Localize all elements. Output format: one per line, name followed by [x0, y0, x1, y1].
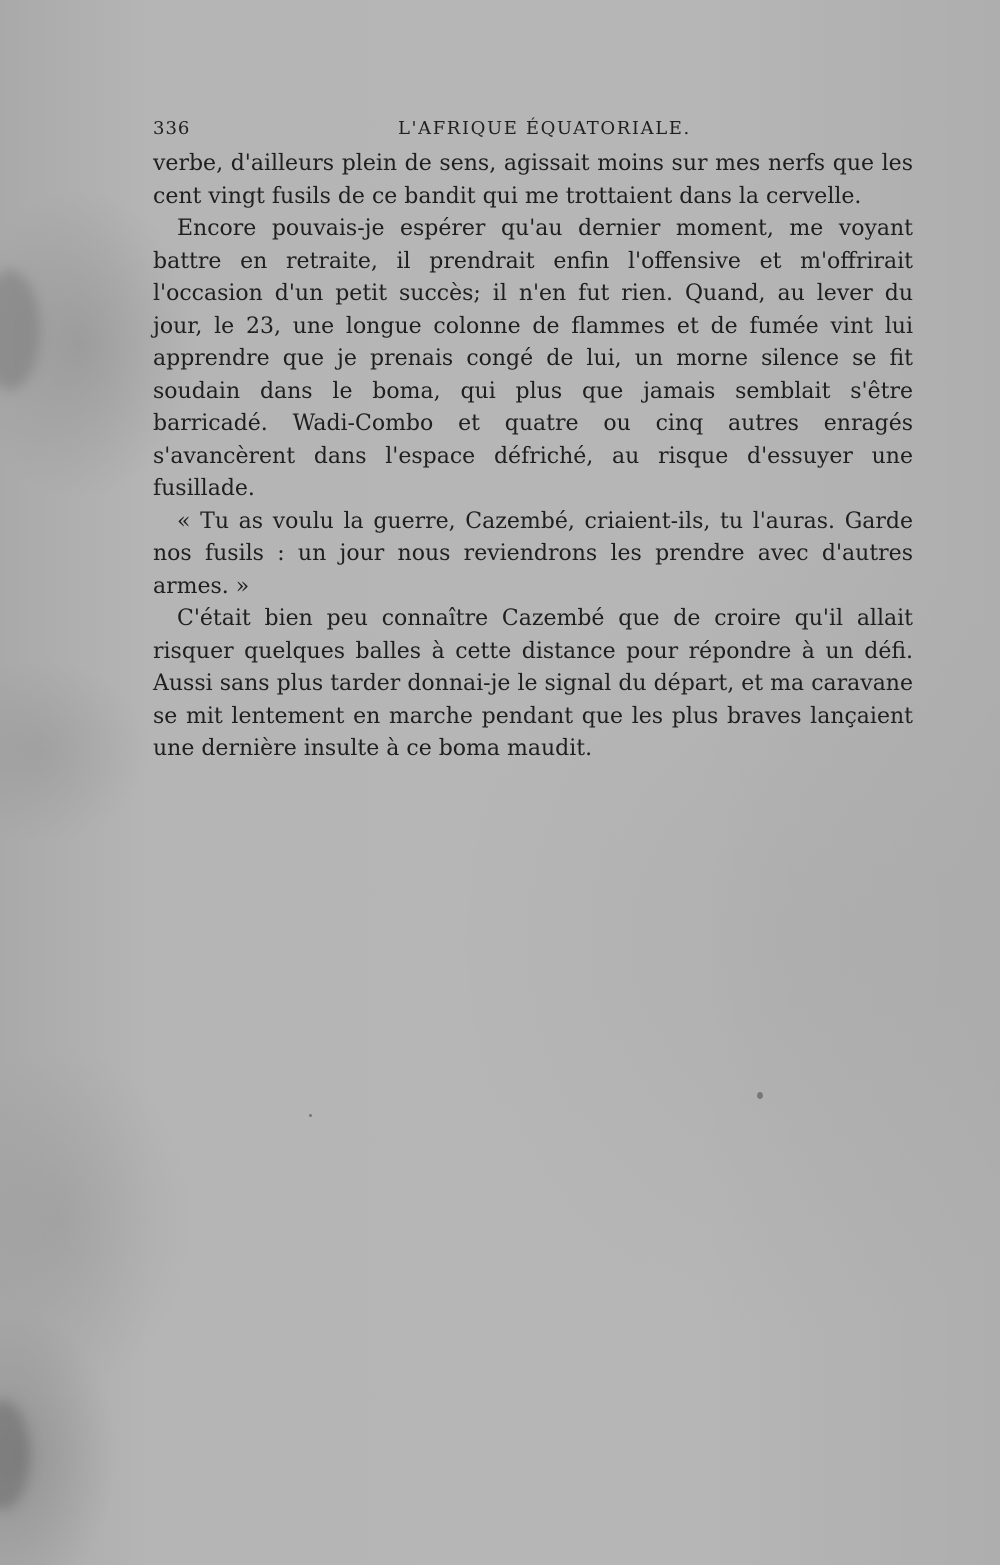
page-stain	[0, 270, 40, 390]
paragraph: C'était bien peu connaître Cazembé que de croire qu'il allait risquer quelques balles à cette distance pour répondre à un défi. Aussi sans plus tarder donnai-je le signal du départ, et ma caravane se mit lentement en marche pendant que les plus braves lançaient une dernière insulte à ce boma maudit.	[153, 606, 913, 761]
page-number: 336	[153, 118, 191, 139]
ink-speck	[309, 1114, 312, 1117]
paragraph: « Tu as voulu la guerre, Cazembé, criaient-ils, tu l'auras. Garde nos fusils : un jour nous reviendrons les prendre avec d'autres armes. »	[153, 508, 913, 599]
page-stain	[0, 1400, 30, 1510]
ink-speck	[757, 1092, 763, 1099]
paragraph: verbe, d'ailleurs plein de sens, agissait moins sur mes nerfs que les cent vingt fusils de ce bandit qui me trottaient dans la cervelle.	[153, 151, 913, 209]
paragraph: Encore pouvais-je espérer qu'au dernier moment, me voyant battre en retraite, il prendrait enfin l'offensive et m'offrirait l'occasion d'un petit succès; il n'en fut rien. Quand, au lever du jour, le 23, une longue colonne de flammes et de fumée vint lui apprendre que je prenais congé de lui, un morne silence se fit soudain dans le boma, qui plus que jamais semblait s'être barricadé. Wadi-Combo et quatre ou cinq autres enragés s'avancèrent dans l'espace défriché, au risque d'essuyer une fusillade.	[153, 216, 913, 501]
page-header	[153, 118, 913, 144]
running-title: L'AFRIQUE ÉQUATORIALE.	[398, 118, 691, 139]
body-text	[153, 148, 913, 766]
